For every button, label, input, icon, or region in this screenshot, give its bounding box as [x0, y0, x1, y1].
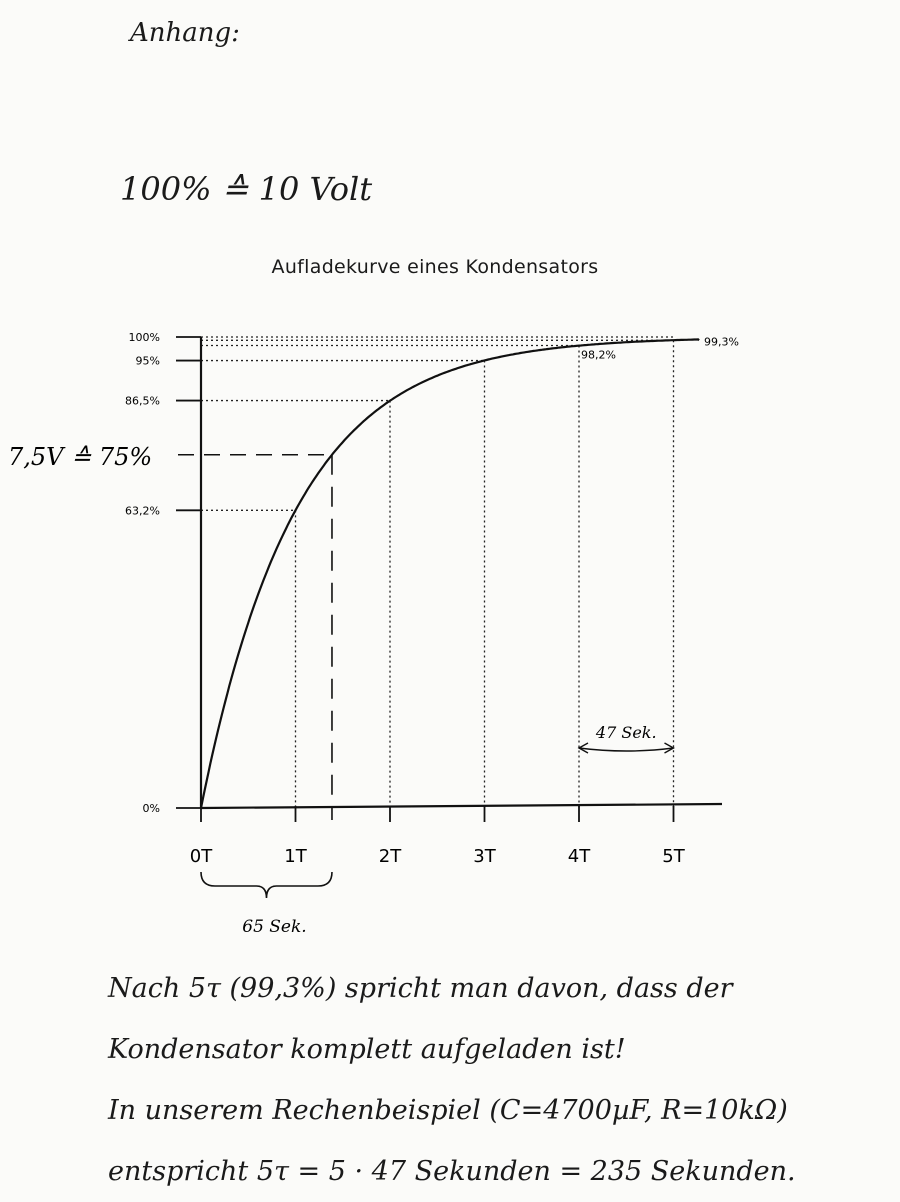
interval-47-label: 47 Sek.: [595, 723, 657, 742]
x-tick-label: 5T: [662, 846, 685, 867]
x-tick-label: 4T: [567, 846, 591, 867]
x-tick-label: 3T: [473, 846, 496, 867]
x-tick-label: 0T: [189, 846, 213, 867]
conclusion-line-1: Nach 5τ (99,3%) spricht man davon, dass der: [108, 973, 733, 1004]
chart-title: Aufladekurve eines Kondensators: [271, 256, 599, 278]
y-tick-label: 95%: [135, 354, 160, 368]
scale-note: 100% ≙ 10 Volt: [120, 170, 373, 208]
y-tick-label: 86,5%: [125, 394, 160, 408]
conclusion-line-3: In unserem Rechenbeispiel (C=4700µF, R=10kΩ): [108, 1095, 788, 1126]
x-tick-label: 1T: [284, 846, 307, 867]
x-tick-label: 2T: [378, 846, 402, 867]
point-label: 99,3%: [704, 335, 739, 349]
chart-labels: [8, 331, 739, 937]
y-tick-label: 0%: [142, 802, 160, 815]
y-tick-label: 63,2%: [125, 504, 160, 518]
interval-65-label: 65 Sek.: [242, 917, 307, 937]
marker-75-label: 7,5V ≙ 75%: [8, 442, 153, 471]
heading-anhang: Anhang:: [130, 18, 240, 48]
interval-47-arrow: [579, 748, 674, 751]
interval-65-brace: [201, 872, 332, 898]
conclusion-line-4: entspricht 5τ = 5 · 47 Sekunden = 235 Sekunden.: [108, 1156, 796, 1187]
y-tick-label: 100%: [128, 331, 160, 344]
x-axis: [201, 804, 722, 808]
conclusion-text: [108, 958, 888, 1202]
guide-lines: [178, 337, 674, 820]
point-label: 98,2%: [581, 348, 616, 362]
axes: [176, 337, 722, 822]
conclusion-line-2: Kondensator komplett aufgeladen ist!: [108, 1034, 626, 1065]
